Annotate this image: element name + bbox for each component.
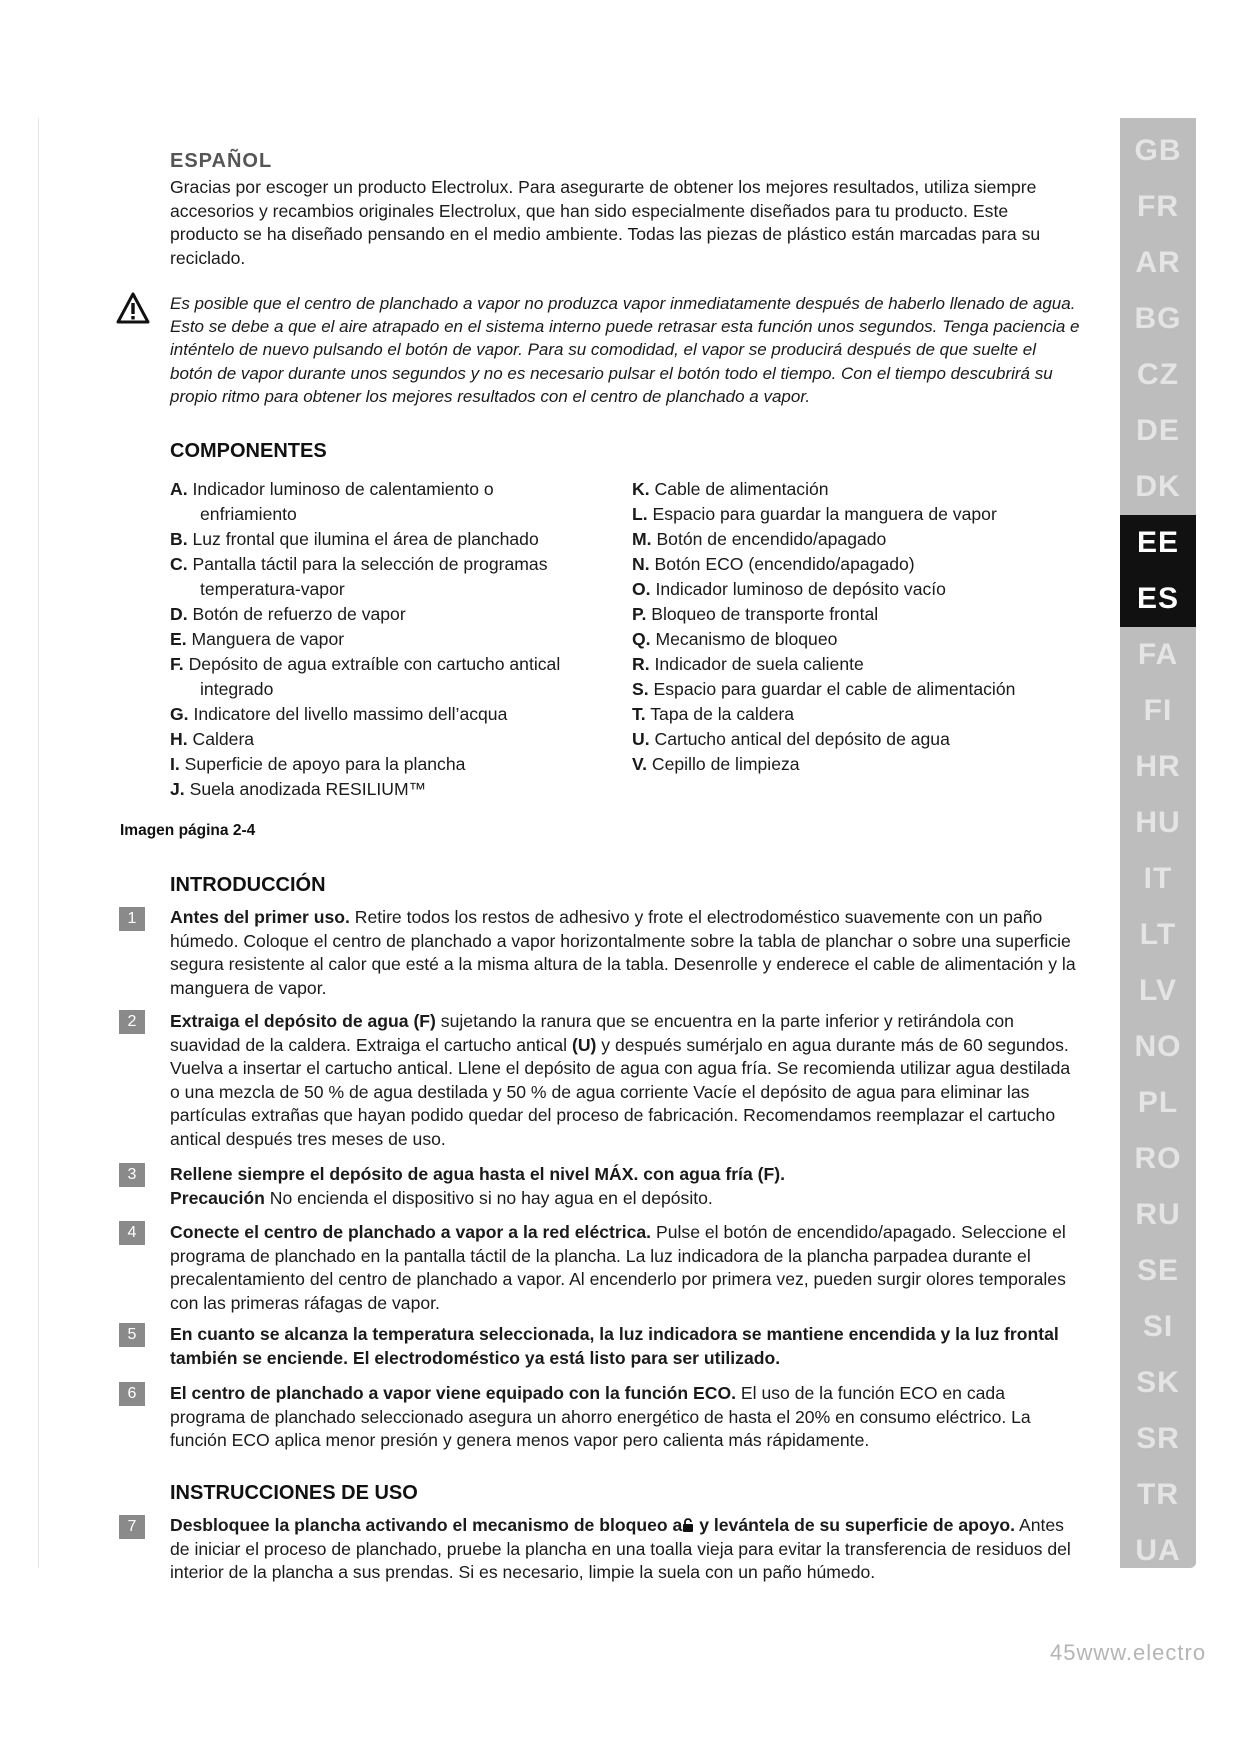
component-letter: D. [170, 604, 188, 624]
left-margin-line [38, 118, 39, 1568]
component-text: Espacio para guardar el cable de alimentación [653, 679, 1016, 699]
step-1-text [170, 906, 1080, 1000]
step-4-text [170, 1221, 1080, 1315]
component-text: Indicatore del livello massimo dell’acqua [193, 704, 508, 724]
language-tab-se[interactable]: SE [1136, 1254, 1180, 1287]
components-list-right [632, 477, 1112, 777]
step-5-text [170, 1323, 1080, 1370]
component-item [632, 652, 1112, 677]
component-text: Botón de encendido/apagado [656, 529, 887, 549]
language-tab-fi[interactable]: FI [1143, 694, 1173, 727]
component-letter: N. [632, 554, 650, 574]
component-item [632, 727, 1112, 752]
step-1-rest: Retire todos los restos de adhesivo y frote el electrodoméstico suavemente con un paño húmedo. Coloque el centro de planchado a vapor horizontalmente sobre la tabla de planchar o sobre una superficie segura resistente al calor que esté a la misma altura de la tabla. Desenrolle y enderece el cable de alimentación y la manguera de vapor. [170, 907, 1076, 998]
component-item [632, 502, 1112, 527]
language-tab-sk[interactable]: SK [1136, 1366, 1180, 1399]
instrucciones-heading: INSTRUCCIONES DE USO [170, 1482, 418, 1504]
component-letter: I. [170, 754, 180, 774]
step-2-rest2: y después sumérjalo en agua durante más de 60 segundos. Vuelva a insertar el cartucho antical. Llene el depósito de agua con agua fría. Se recomienda utilizar agua destilada o una mezcla de 50 % de agua destilada y 50 % de agua corriente Vacíe el depósito de agua para eliminar las partículas extrañas que hayan podido quedar del proceso de fabricación. Recomendamos reemplazar el cartucho antical después tres meses de uso. [170, 1034, 1071, 1149]
language-tab-es[interactable]: ES [1120, 571, 1196, 627]
language-tab-fa[interactable]: FA [1137, 638, 1179, 671]
component-item [170, 752, 640, 777]
component-letter: J. [170, 779, 185, 799]
component-letter: O. [632, 579, 651, 599]
component-text: Botón ECO (encendido/apagado) [654, 554, 915, 574]
component-letter: M. [632, 529, 652, 549]
component-item [170, 627, 640, 652]
component-text-continuation: temperatura-vapor [200, 579, 345, 599]
component-text: Tapa de la caldera [650, 704, 795, 724]
component-text-continuation: integrado [200, 679, 274, 699]
component-letter: B. [170, 529, 188, 549]
component-text: Botón de refuerzo de vapor [192, 604, 406, 624]
language-tab-lt[interactable]: LT [1139, 918, 1177, 951]
step-2-text [170, 1010, 1080, 1151]
step-3-bold2: Precaución [170, 1187, 265, 1208]
component-item [632, 527, 1112, 552]
component-item [632, 677, 1112, 702]
component-letter: R. [632, 654, 650, 674]
step-3-bold: Rellene siempre el depósito de agua hasta el nivel MÁX. con agua fría (F). [170, 1164, 785, 1184]
component-text-continuation: enfriamiento [200, 504, 297, 524]
component-letter: S. [632, 679, 649, 699]
step-number: 4 [119, 1221, 145, 1245]
component-item [632, 602, 1112, 627]
component-text: Indicador luminoso de depósito vacío [655, 579, 946, 599]
unlock-icon [682, 1518, 694, 1532]
step-number: 7 [119, 1515, 145, 1539]
step-7-bold1: Desbloquee la plancha activando el mecanismo de bloqueo a [170, 1515, 683, 1535]
step-number: 3 [119, 1163, 145, 1187]
component-item [632, 552, 1112, 577]
language-tab-bg[interactable]: BG [1134, 302, 1182, 335]
component-item [632, 752, 1112, 777]
language-tab-tr[interactable]: TR [1137, 1478, 1179, 1511]
components-heading: COMPONENTES [170, 440, 327, 462]
component-item [170, 602, 640, 627]
language-tab-ee[interactable]: EE [1120, 515, 1196, 571]
image-reference: Imagen página 2-4 [120, 822, 256, 839]
language-tab-ru[interactable]: RU [1135, 1198, 1181, 1231]
component-letter: P. [632, 604, 647, 624]
step-6-bold: El centro de planchado a vapor viene equipado con la función ECO. [170, 1383, 737, 1403]
step-7-text [170, 1514, 1080, 1585]
component-letter: E. [170, 629, 187, 649]
component-letter: U. [632, 729, 650, 749]
component-text: Cable de alimentación [654, 479, 829, 499]
language-tab-it[interactable]: IT [1143, 862, 1173, 895]
component-text: Indicador luminoso de calentamiento o [192, 479, 494, 499]
component-item [632, 577, 1112, 602]
component-letter: T. [632, 704, 646, 724]
component-letter: L. [632, 504, 648, 524]
component-text: Bloqueo de transporte frontal [651, 604, 879, 624]
step-number: 2 [119, 1010, 145, 1034]
component-letter: F. [170, 654, 184, 674]
step-number: 5 [119, 1323, 145, 1347]
language-tab-dk[interactable]: DK [1135, 470, 1181, 503]
component-item [170, 702, 640, 727]
component-text: Pantalla táctil para la selección de programas [192, 554, 548, 574]
component-item [170, 652, 640, 702]
component-letter: Q. [632, 629, 651, 649]
component-letter: G. [170, 704, 189, 724]
step-4-bold: Conecte el centro de planchado a vapor a la red eléctrica. [170, 1222, 652, 1242]
warning-icon [116, 292, 150, 324]
component-letter: V. [632, 754, 648, 774]
step-2-bold: Extraiga el depósito de agua (F) [170, 1011, 436, 1031]
language-heading: ESPAÑOL [170, 150, 273, 172]
step-7-rest: Antes de iniciar el proceso de planchado, pruebe la plancha en una toalla vieja para evitar la transferencia de residuos del interior de la plancha a sus prendas. Si es necesario, limpie la suela con un paño húmedo. [170, 1515, 1071, 1582]
component-item [170, 777, 640, 802]
step-3-rest: No encienda el dispositivo si no hay agua en el depósito. [264, 1187, 713, 1208]
step-number: 6 [119, 1382, 145, 1406]
step-3-text [170, 1163, 1080, 1210]
component-item [632, 627, 1112, 652]
language-tab-si[interactable]: SI [1142, 1310, 1174, 1343]
component-text: Depósito de agua extraíble con cartucho antical [188, 654, 561, 674]
step-2-rest1: sujetando la ranura que se encuentra en la parte inferior y retirándola con suavidad de la caldera. Extraiga el cartucho antical [170, 1011, 1014, 1055]
language-tab-sr[interactable]: SR [1136, 1422, 1180, 1455]
step-6-text [170, 1382, 1080, 1453]
step-2-bold2: (U) [571, 1034, 597, 1055]
component-text: Luz frontal que ilumina el área de planchado [192, 529, 539, 549]
component-item [170, 477, 640, 527]
language-tab-cz[interactable]: CZ [1137, 358, 1179, 391]
language-tab-hu[interactable]: HU [1135, 806, 1181, 839]
component-text: Mecanismo de bloqueo [655, 629, 838, 649]
component-item [632, 702, 1112, 727]
language-tab-lv[interactable]: LV [1138, 974, 1178, 1007]
language-tab-de[interactable]: DE [1136, 414, 1180, 447]
introduccion-heading: INTRODUCCIÓN [170, 874, 326, 896]
language-tab-pl[interactable]: PL [1137, 1086, 1179, 1119]
component-text: Cartucho antical del depósito de agua [654, 729, 950, 749]
step-number: 1 [119, 907, 145, 931]
footer-page-url: 45www.electro [1050, 1640, 1207, 1665]
component-item [632, 477, 1112, 502]
warning-text: Es posible que el centro de planchado a vapor no produzca vapor inmediatamente después de haberlo llenado de agua. Esto se debe a que el aire atrapado en el sistema interno puede retrasar esta función unos segundos. Tenga paciencia e inténtelo de nuevo pulsando el botón de vapor. Para su comodidad, el vapor se producirá después de que suelte el botón de vapor durante unos segundos y no es necesario pulsar el botón todo el tiempo. Con el tiempo descubrirá su propio ritmo para obtener los mejores resultados con el centro de planchado a vapor. [170, 294, 1080, 406]
step-7-bold2: y levántela de su superficie de apoyo. [694, 1515, 1016, 1535]
component-letter: K. [632, 479, 650, 499]
step-6-rest: El uso de la función ECO en cada programa de planchado seleccionado asegura un ahorro energético de hasta el 20% en consumo eléctrico. La función ECO aplica menor presión y genera menos vapor pero calienta más rápidamente. [170, 1383, 1031, 1450]
language-tab-ua[interactable]: UA [1135, 1534, 1181, 1567]
step-4-rest: Pulse el botón de encendido/apagado. Seleccione el programa de planchado en la pantalla táctil de la plancha. La luz indicadora de la plancha parpadea durante el precalentamiento del centro de planchado a vapor. Al encenderlo por primera vez, pueden surgir olores temporales con las primeras ráfagas de vapor. [170, 1222, 1066, 1313]
component-text: Superficie de apoyo para la plancha [184, 754, 466, 774]
language-tab-ro[interactable]: RO [1134, 1142, 1182, 1175]
language-tab-hr[interactable]: HR [1135, 750, 1181, 783]
component-text: Cepillo de limpieza [651, 754, 800, 774]
language-tab-fr[interactable]: FR [1137, 190, 1179, 223]
component-letter: C. [170, 554, 188, 574]
language-tab-gb[interactable]: GB [1134, 134, 1182, 167]
component-letter: A. [170, 479, 188, 499]
component-item [170, 727, 640, 752]
component-text: Suela anodizada RESILIUM™ [189, 779, 427, 799]
step-5-bold: En cuanto se alcanza la temperatura seleccionada, la luz indicadora se mantiene encendida y la luz frontal también se enciende. El electrodoméstico ya está listo para ser utilizado. [170, 1324, 1059, 1368]
component-text: Indicador de suela caliente [654, 654, 864, 674]
component-item [170, 552, 640, 602]
intro-paragraph: Gracias por escoger un producto Electrolux. Para asegurarte de obtener los mejores resultados, utiliza siempre accesorios y recambios originales Electrolux, que han sido especialmente diseñados para tu producto. Este producto se ha diseñado pensando en el medio ambiente. Todas las piezas de plástico están marcadas para su reciclado. [170, 177, 1041, 268]
step-1-bold: Antes del primer uso. [170, 907, 350, 927]
component-item [170, 527, 640, 552]
component-text: Espacio para guardar la manguera de vapor [652, 504, 997, 524]
component-letter: H. [170, 729, 188, 749]
component-text: Caldera [192, 729, 255, 749]
components-list-left [170, 477, 640, 802]
component-text: Manguera de vapor [191, 629, 345, 649]
language-tab-ar[interactable]: AR [1135, 246, 1181, 279]
language-tab-no[interactable]: NO [1134, 1030, 1182, 1063]
